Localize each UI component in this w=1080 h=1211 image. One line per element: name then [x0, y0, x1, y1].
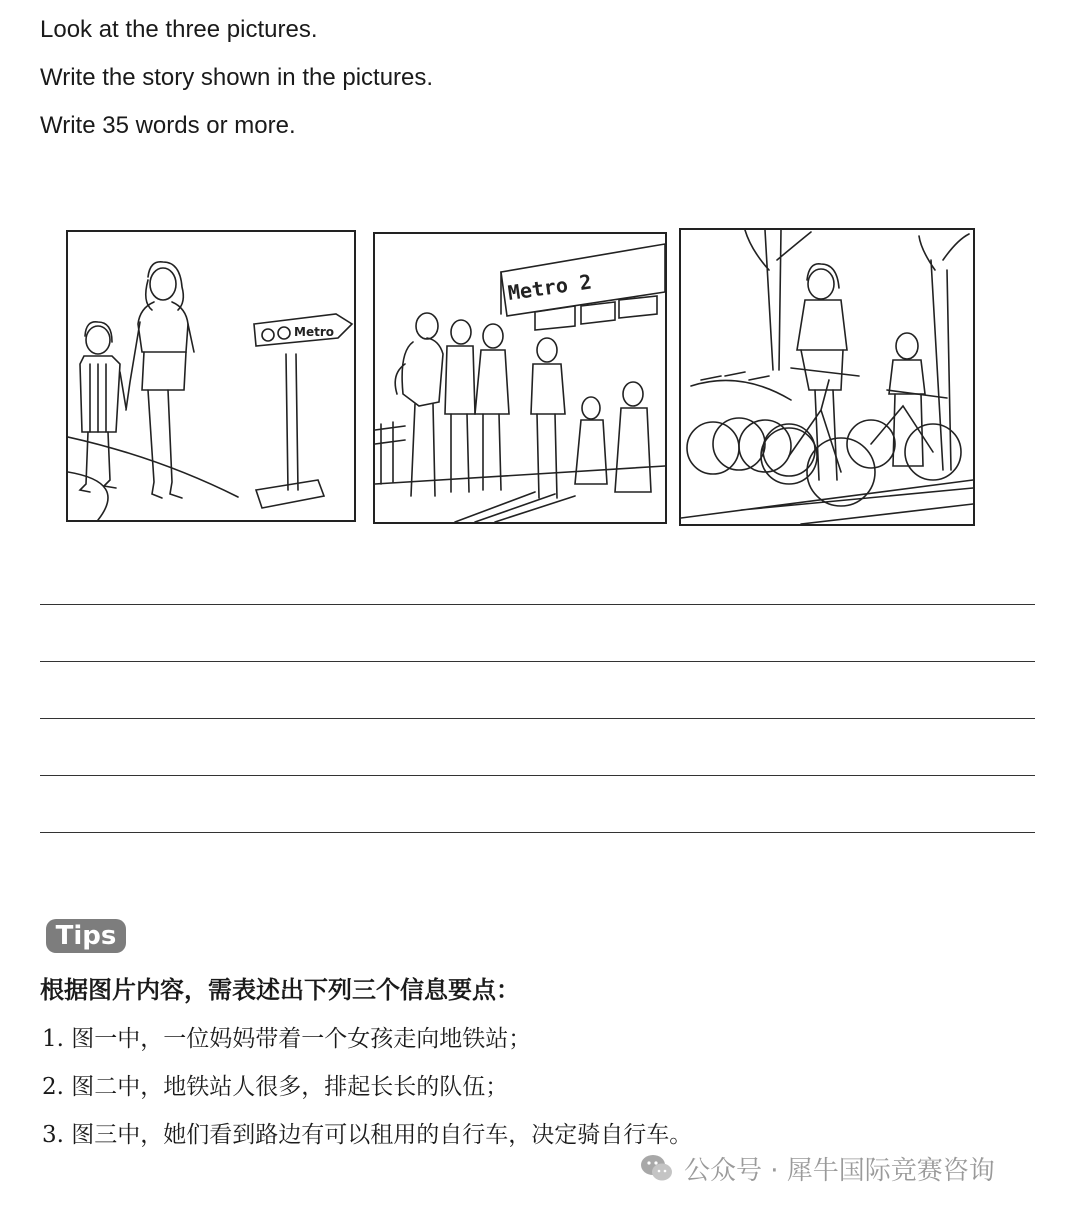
answer-line-2 [40, 661, 1035, 662]
answer-line-1 [40, 604, 1035, 605]
picture-panel-3 [679, 228, 975, 526]
answer-line-5 [40, 832, 1035, 833]
tip-item-2: 2. 图二中，地铁站人很多，排起长长的队伍； [42, 1074, 509, 1100]
answer-line-3 [40, 718, 1035, 719]
metro-station-sign-text: Metro 2 [506, 269, 594, 305]
instruction-line-2: Write the story shown in the pictures. [40, 64, 434, 91]
instruction-line-1: Look at the three pictures. [40, 16, 318, 43]
wechat-icon [640, 1153, 674, 1183]
watermark-text: 公众号 · 犀牛国际竞赛咨询 [684, 1155, 995, 1186]
answer-line-4 [40, 775, 1035, 776]
instruction-line-3: Write 35 words or more. [40, 112, 296, 139]
picture-panel-2 [373, 232, 667, 524]
metro-queue-illustration [375, 234, 665, 522]
tip-item-1: 1. 图一中，一位妈妈带着一个女孩走向地铁站； [42, 1026, 532, 1052]
tips-heading: 根据图片内容，需表述出下列三个信息要点： [40, 976, 520, 1004]
watermark [640, 1150, 995, 1186]
mother-girl-walking-illustration [68, 232, 354, 520]
tip-item-3: 3. 图三中，她们看到路边有可以租用的自行车，决定骑自行车。 [42, 1122, 693, 1148]
rental-bikes-illustration [681, 230, 973, 524]
picture-panel-1 [66, 230, 356, 522]
tips-badge: Tips [46, 919, 126, 953]
metro-sign-text: Metro [294, 325, 334, 339]
